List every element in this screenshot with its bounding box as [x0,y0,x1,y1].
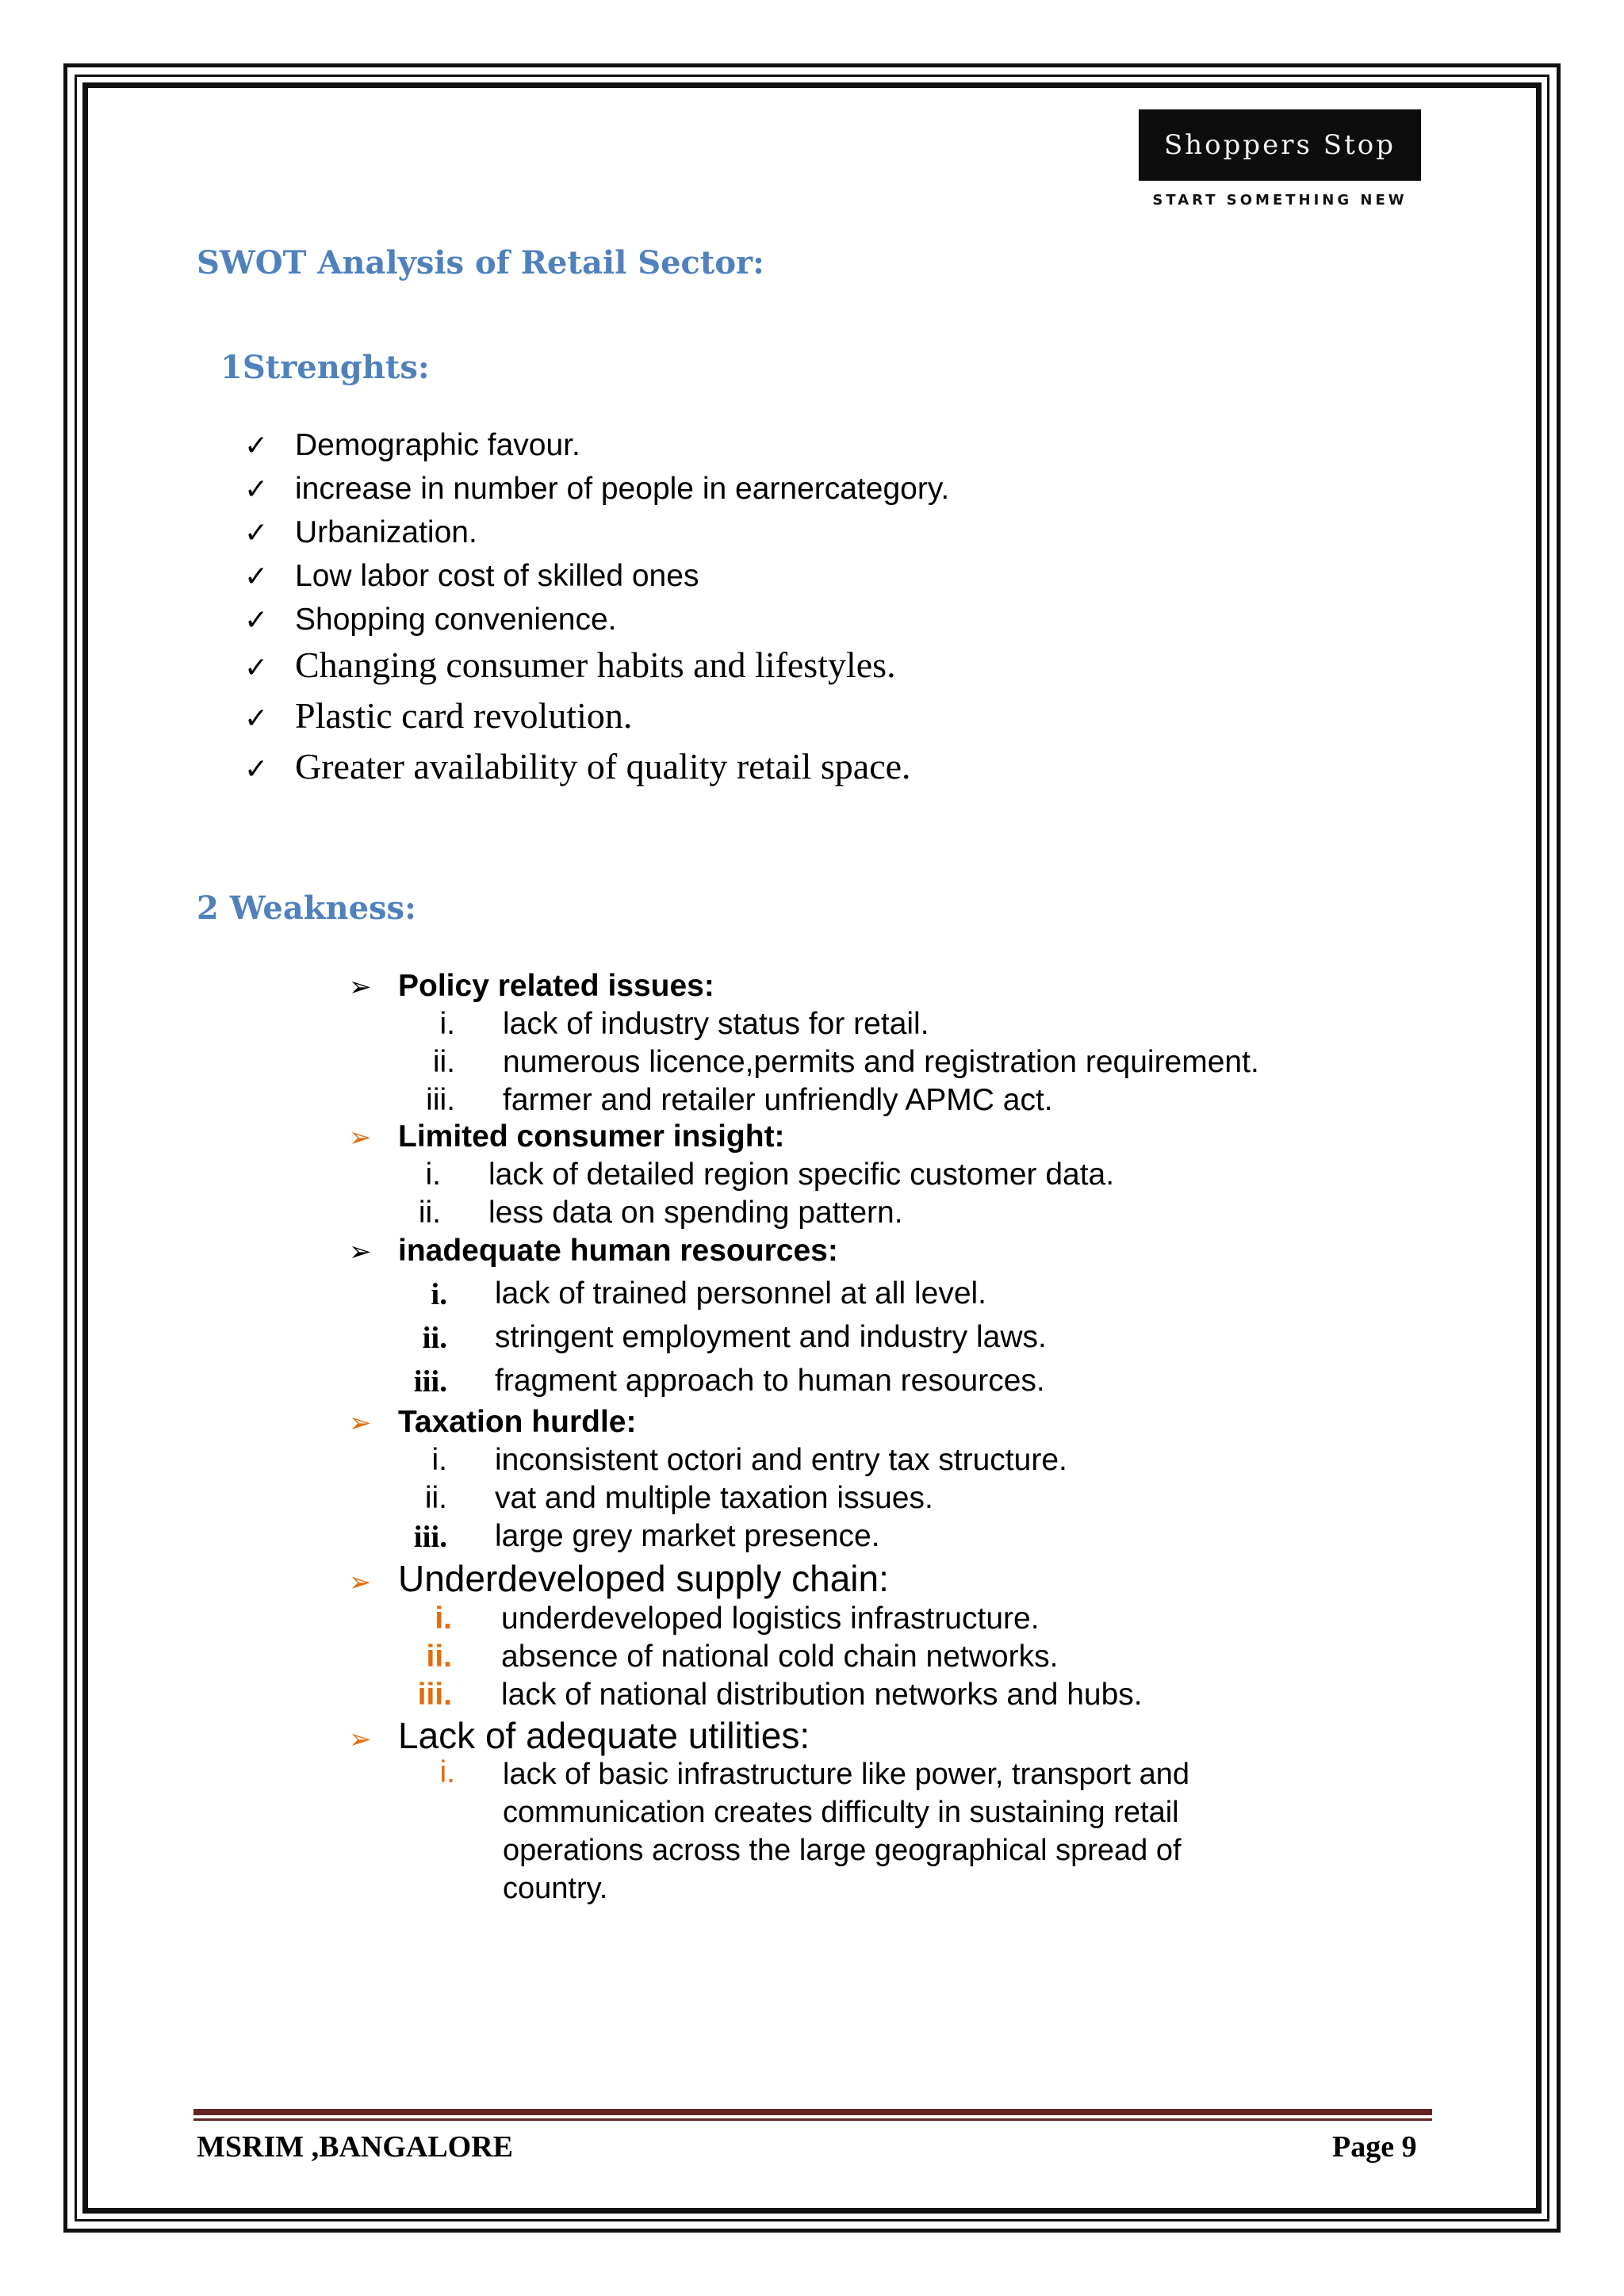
arrow-bullet-icon: ➢ [349,971,372,1003]
list-item: ✓ Urbanization. [244,515,477,549]
logo-box [1139,109,1421,181]
logo-tagline: START SOMETHING NEW [1152,192,1408,209]
logo-name: Shoppers Stop [1163,129,1396,161]
list-item: ✓ Shopping convenience. [244,603,617,637]
weakness-group: ➢ Taxation hurdle: [349,1405,637,1439]
strengths-heading: 1Strenghts: [220,349,430,386]
weakness-group: ➢ Limited consumer insight: [349,1119,785,1154]
weakness-group: ➢ inadequate human resources: [349,1234,838,1268]
footer-rule-thin [193,2118,1432,2121]
weakness-group: ➢ Policy related issues: [349,969,714,1003]
checkmark-icon: ✓ [244,517,269,549]
weakness-heading: 2 Weakness: [197,890,416,927]
footer-institution: MSRIM ,BANGALORE [197,2130,514,2164]
list-item: ✓ Demographic favour. [244,428,580,462]
arrow-bullet-icon: ➢ [349,1407,372,1439]
list-item: ✓ Plastic card revolution. [244,695,633,736]
shoppers-stop-logo [1139,109,1421,209]
checkmark-icon: ✓ [244,702,269,735]
footer-rule-thick [193,2109,1432,2115]
weakness-group: ➢ Underdeveloped supply chain: [349,1558,889,1599]
checkmark-icon: ✓ [244,604,269,637]
list-item: ✓ Greater availability of quality retail space. [244,746,911,786]
checkmark-icon: ✓ [244,473,269,506]
arrow-bullet-icon: ➢ [349,1567,372,1598]
list-item: ✓ increase in number of people in earnercategory. [244,472,950,506]
weakness-group: ➢ Lack of adequate utilities: [349,1715,810,1756]
arrow-bullet-icon: ➢ [349,1236,372,1268]
arrow-bullet-icon: ➢ [349,1724,372,1755]
list-item-paragraph: lack of basic infrastructure like power, transport and communication creates difficulty in sustaining retail operations across the large geographical spread of country. [503,1758,1189,1905]
page-number: Page 9 [1332,2130,1417,2164]
checkmark-icon: ✓ [244,430,269,462]
list-item: ✓ Low labor cost of skilled ones [244,559,699,593]
checkmark-icon: ✓ [244,652,269,684]
list-item: ✓ Changing consumer habits and lifestyles. [244,645,896,685]
page-title: SWOT Analysis of Retail Sector: [197,244,764,281]
checkmark-icon: ✓ [244,561,269,593]
checkmark-icon: ✓ [244,753,269,786]
arrow-bullet-icon: ➢ [349,1122,372,1154]
